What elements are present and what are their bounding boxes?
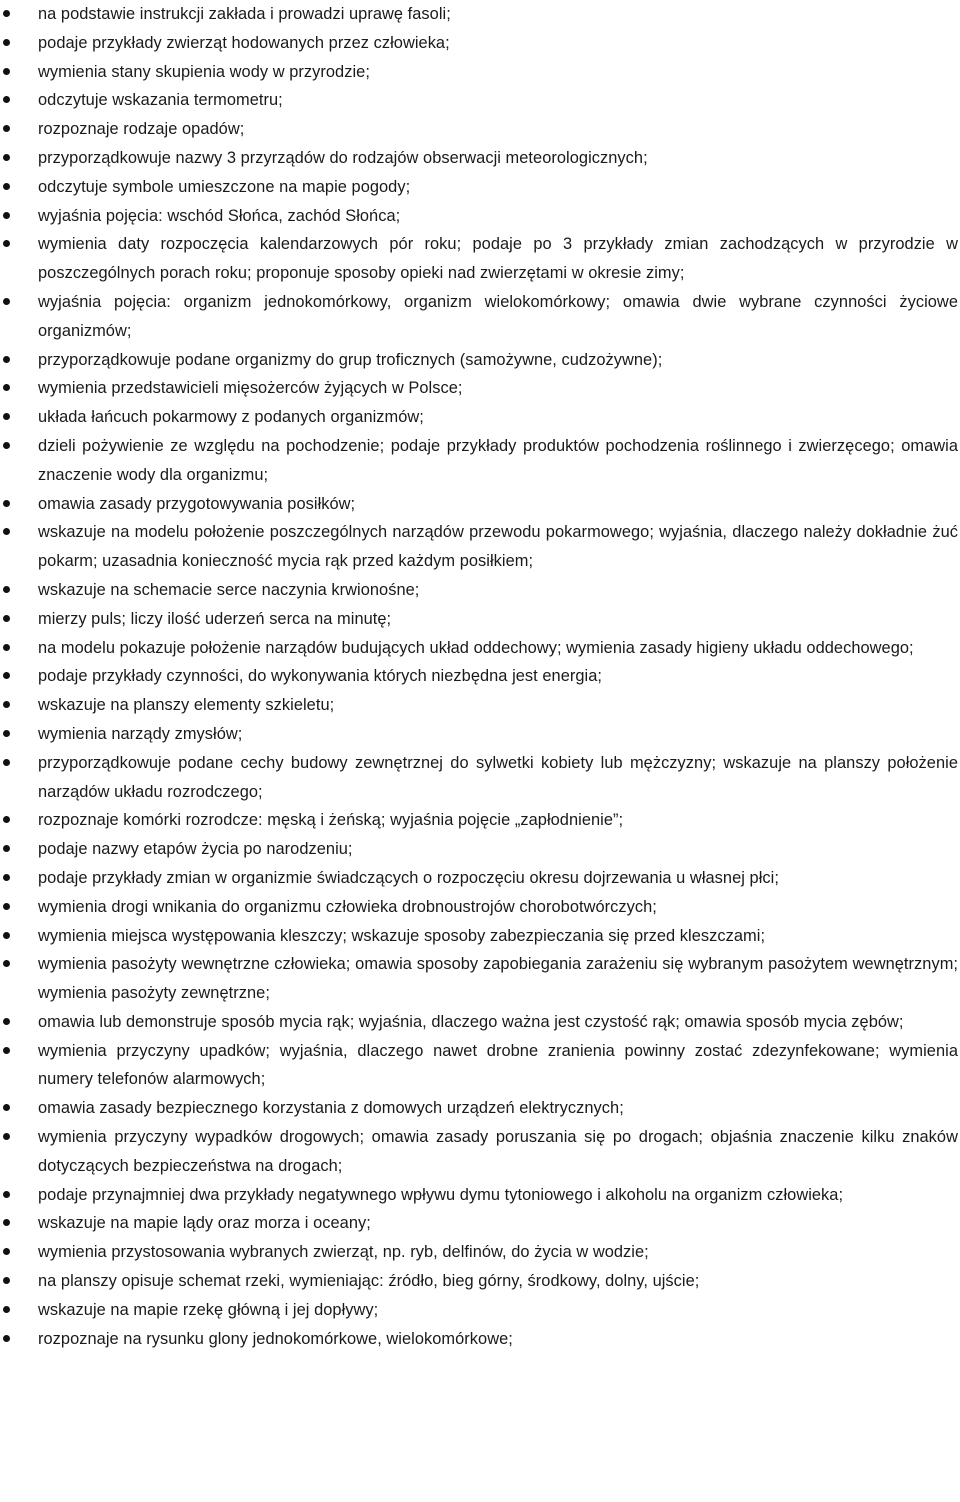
- list-item: wymienia przyczyny upadków; wyjaśnia, dlaczego nawet drobne zranienia powinny zostać zdezynfekowane; wymienia numery telefonów alarmowych;: [0, 1037, 960, 1095]
- list-item: wymienia drogi wnikania do organizmu człowieka drobnoustrojów chorobotwórczych;: [0, 893, 960, 922]
- list-item: omawia zasady bezpiecznego korzystania z domowych urządzeń elektrycznych;: [0, 1094, 960, 1123]
- list-item: wymienia przyczyny wypadków drogowych; omawia zasady poruszania się po drogach; objaśnia znaczenie kilku znaków dotyczących bezpieczeństwa na drogach;: [0, 1123, 960, 1181]
- list-item: wymienia przedstawicieli mięsożerców żyjących w Polsce;: [0, 374, 960, 403]
- list-item: wyjaśnia pojęcia: wschód Słońca, zachód Słońca;: [0, 202, 960, 231]
- list-item: wyjaśnia pojęcia: organizm jednokomórkowy, organizm wielokomórkowy; omawia dwie wybrane czynności życiowe organizmów;: [0, 288, 960, 346]
- list-item: podaje przykłady zmian w organizmie świadczących o rozpoczęciu okresu dojrzewania u własnej płci;: [0, 864, 960, 893]
- list-item: podaje przykłady czynności, do wykonywania których niezbędna jest energia;: [0, 662, 960, 691]
- list-item: wymienia narządy zmysłów;: [0, 720, 960, 749]
- list-item: mierzy puls; liczy ilość uderzeń serca na minutę;: [0, 605, 960, 634]
- list-item: odczytuje wskazania termometru;: [0, 86, 960, 115]
- list-item: rozpoznaje na rysunku glony jednokomórkowe, wielokomórkowe;: [0, 1325, 960, 1354]
- list-item: wskazuje na mapie rzekę główną i jej dopływy;: [0, 1296, 960, 1325]
- list-item: dzieli pożywienie ze względu na pochodzenie; podaje przykłady produktów pochodzenia roślinnego i zwierzęcego; omawia znaczenie wody dla organizmu;: [0, 432, 960, 490]
- list-item: wskazuje na schemacie serce naczynia krwionośne;: [0, 576, 960, 605]
- list-item: wskazuje na modelu położenie poszczególnych narządów przewodu pokarmowego; wyjaśnia, dlaczego należy dokładnie żuć pokarm; uzasadnia konieczność mycia rąk przed każdym posiłkiem;: [0, 518, 960, 576]
- list-item: odczytuje symbole umieszczone na mapie pogody;: [0, 173, 960, 202]
- list-item: wymienia miejsca występowania kleszczy; wskazuje sposoby zabezpieczania się przed kleszczami;: [0, 922, 960, 951]
- list-item: podaje nazwy etapów życia po narodzeniu;: [0, 835, 960, 864]
- list-item: na modelu pokazuje położenie narządów budujących układ oddechowy; wymienia zasady higieny układu oddechowego;: [0, 634, 960, 663]
- list-item: wskazuje na mapie lądy oraz morza i oceany;: [0, 1209, 960, 1238]
- list-item: przyporządkowuje podane organizmy do grup troficznych (samożywne, cudzożywne);: [0, 346, 960, 375]
- list-item: wymienia przystosowania wybranych zwierząt, np. ryb, delfinów, do życia w wodzie;: [0, 1238, 960, 1267]
- list-item: wymienia stany skupienia wody w przyrodzie;: [0, 58, 960, 87]
- list-item: na planszy opisuje schemat rzeki, wymieniając: źródło, bieg górny, środkowy, dolny, ujście;: [0, 1267, 960, 1296]
- list-item: przyporządkowuje nazwy 3 przyrządów do rodzajów obserwacji meteorologicznych;: [0, 144, 960, 173]
- list-item: na podstawie instrukcji zakłada i prowadzi uprawę fasoli;: [0, 0, 960, 29]
- list-item: wymienia daty rozpoczęcia kalendarzowych pór roku; podaje po 3 przykłady zmian zachodzących w przyrodzie w poszczególnych porach roku; proponuje sposoby opieki nad zwierzętami w okresie zimy;: [0, 230, 960, 288]
- list-item: omawia lub demonstruje sposób mycia rąk; wyjaśnia, dlaczego ważna jest czystość rąk; omawia sposób mycia zębów;: [0, 1008, 960, 1037]
- list-item: rozpoznaje rodzaje opadów;: [0, 115, 960, 144]
- list-item: podaje przykłady zwierząt hodowanych przez człowieka;: [0, 29, 960, 58]
- list-item: omawia zasady przygotowywania posiłków;: [0, 490, 960, 519]
- list-item: podaje przynajmniej dwa przykłady negatywnego wpływu dymu tytoniowego i alkoholu na organizm człowieka;: [0, 1181, 960, 1210]
- list-item: układa łańcuch pokarmowy z podanych organizmów;: [0, 403, 960, 432]
- list-item: rozpoznaje komórki rozrodcze: męską i żeńską; wyjaśnia pojęcie „zapłodnienie”;: [0, 806, 960, 835]
- list-item: przyporządkowuje podane cechy budowy zewnętrznej do sylwetki kobiety lub mężczyzny; wskazuje na planszy położenie narządów układu rozrodczego;: [0, 749, 960, 807]
- list-item: wymienia pasożyty wewnętrzne człowieka; omawia sposoby zapobiegania zarażeniu się wybranym pasożytem wewnętrznym; wymienia pasożyty zewnętrzne;: [0, 950, 960, 1008]
- list-item: wskazuje na planszy elementy szkieletu;: [0, 691, 960, 720]
